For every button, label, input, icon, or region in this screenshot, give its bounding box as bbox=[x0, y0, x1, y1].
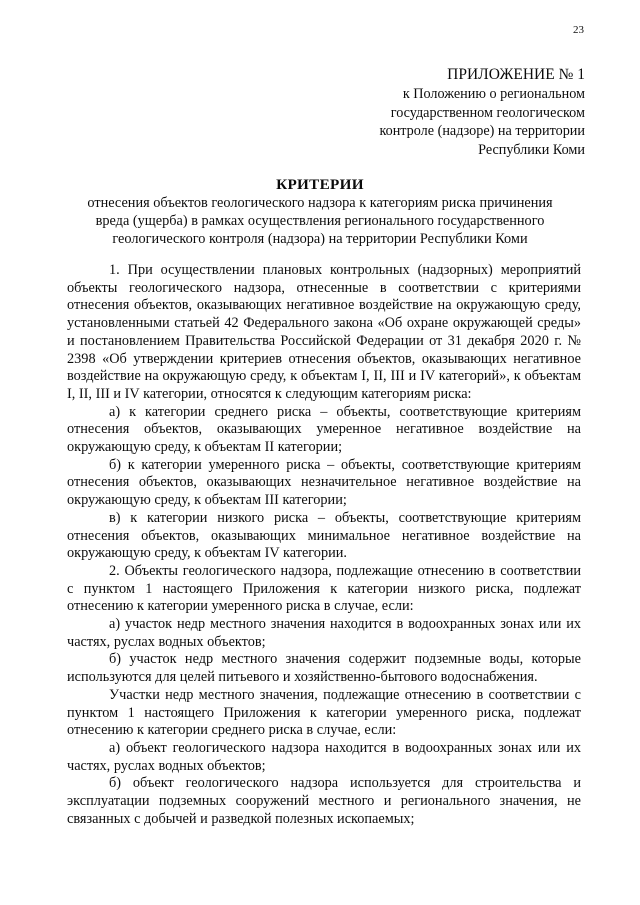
paragraph: 2. Объекты геологического надзора, подлежащие отнесению в соответствии с пунктом 1 настоящего Приложения к категории низкого риска, подлежат отнесению к категории умеренного риска в случае, если: bbox=[67, 562, 581, 615]
appendix-header bbox=[305, 66, 585, 160]
paragraph: а) участок недр местного значения находится в водоохранных зонах или их частях, руслах водных объектов; bbox=[67, 616, 581, 650]
paragraph: Участки недр местного значения, подлежащие отнесению в соответствии с пунктом 1 настоящего Приложения к категории умеренного риска, подлежат отнесению к категории среднего риска в случае, если: bbox=[67, 686, 581, 739]
paragraph: в) к категории низкого риска – объекты, соответствующие критериям отнесения объектов, оказывающих минимальное негативное воздействие на окружающую среду, к объектам IV категории. bbox=[67, 509, 581, 562]
appendix-line: государственном геологическом bbox=[390, 104, 585, 121]
paragraph: а) к категории среднего риска – объекты, соответствующие критериям отнесения объектов, оказывающих умеренное негативное воздействие на окружающую среду, к объектам II категории; bbox=[67, 403, 581, 456]
paragraph: б) участок недр местного значения содержит подземные воды, которые используются для целей питьевого и хозяйственно-бытового водоснабжения. bbox=[67, 651, 581, 686]
document-body bbox=[67, 262, 581, 829]
paragraph: б) объект геологического надзора используется для строительства и эксплуатации подземных сооружений местного и регионального значения, не связанных с добычей и разведкой полезных ископаемых; bbox=[67, 775, 581, 827]
appendix-title: ПРИЛОЖЕНИЕ № 1 bbox=[447, 66, 585, 83]
appendix-line: Республики Коми bbox=[478, 142, 585, 159]
paragraph: 1. При осуществлении плановых контрольных (надзорных) мероприятий объекты геологического надзора, отнесенные в соответствии с критериями отнесения объектов, оказывающих негативное воздействие на окружающую среду, установленными статьей 42 Федерального закона «Об охране окружающей среды» и постановлением Правительства Российской Федерации от 31 декабря 2020 г. № 2398 «Об утверждении критериев отнесения объектов, оказывающих негативное воздействие на окружающую среду, к объектам I, II, III и IV категорий», к объектам I, II, III и IV категории, относятся к следующим категориям риска: bbox=[67, 262, 581, 402]
document-subtitle: отнесения объектов геологического надзора к категориям риска причинения вреда (ущерба) в рамках осуществления регионального государственного геологического контроля (надзора) на территории Республики Коми bbox=[87, 195, 553, 247]
appendix-line: к Положению о региональном bbox=[402, 85, 585, 102]
page-number: 23 bbox=[573, 24, 584, 36]
paragraph: а) объект геологического надзора находится в водоохранных зонах или их частях, руслах водных объектов; bbox=[67, 739, 581, 774]
document-title: КРИТЕРИИ bbox=[276, 176, 364, 193]
paragraph: б) к категории умеренного риска – объекты, соответствующие критериям отнесения объектов, оказывающих незначительное негативное воздействие на окружающую среду, к объектам III категории; bbox=[67, 456, 581, 509]
appendix-line: контроле (надзоре) на территории bbox=[379, 123, 585, 140]
